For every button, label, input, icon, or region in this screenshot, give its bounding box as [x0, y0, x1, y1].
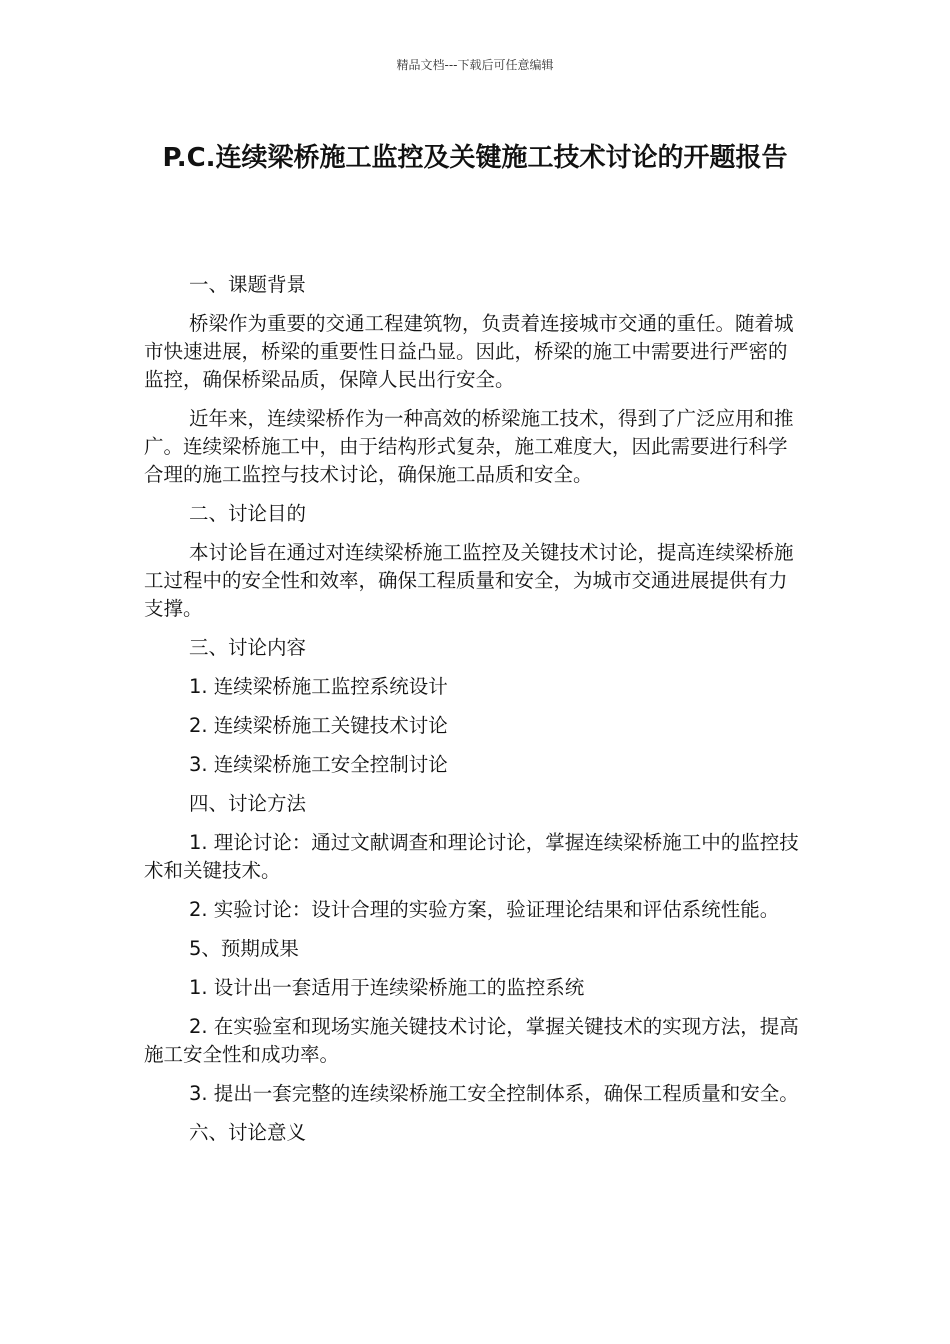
section-heading-content: 三、讨论内容	[189, 636, 307, 659]
paragraph-background-1: 桥梁作为重要的交通工程建筑物，负责着连接城市交通的重任。随着城市快速进展，桥梁的重要性日益凸显。因此，桥梁的施工中需要进行严密的监控，确保桥梁品质，保障人民出行安全。	[144, 312, 794, 391]
document-body	[144, 271, 806, 1158]
list-item-methods-1: 1. 理论讨论：通过文献调查和理论讨论，掌握连续梁桥施工中的监控技术和关键技术。	[144, 831, 799, 882]
paragraph-background-2: 近年来，连续梁桥作为一种高效的桥梁施工技术，得到了广泛应用和推广。连续梁桥施工中，由于结构形式复杂，施工难度大，因此需要进行科学合理的施工监控与技术讨论，确保施工品质和安全。	[144, 407, 794, 486]
list-item-content-3: 3. 连续梁桥施工安全控制讨论	[189, 753, 448, 776]
section-heading-significance: 六、讨论意义	[189, 1121, 307, 1144]
page-header: 精品文档---下载后可任意编辑	[396, 58, 554, 72]
list-item-outcomes-1: 1. 设计出一套适用于连续梁桥施工的监控系统	[189, 976, 585, 999]
list-item-methods-2: 2. 实验讨论：设计合理的实验方案，验证理论结果和评估系统性能。	[189, 898, 780, 921]
list-item-content-1: 1. 连续梁桥施工监控系统设计	[189, 675, 448, 698]
list-item-outcomes-2: 2. 在实验室和现场实施关键技术讨论，掌握关键技术的实现方法，提高施工安全性和成功率。	[144, 1015, 799, 1066]
section-heading-background: 一、课题背景	[189, 273, 307, 296]
section-heading-methods: 四、讨论方法	[189, 792, 307, 815]
document-title: P.C.连续梁桥施工监控及关键施工技术讨论的开题报告	[162, 143, 788, 173]
section-heading-purpose: 二、讨论目的	[189, 502, 307, 525]
paragraph-purpose: 本讨论旨在通过对连续梁桥施工监控及关键技术讨论，提高连续梁桥施工过程中的安全性和效率，确保工程质量和安全，为城市交通进展提供有力支撑。	[144, 541, 794, 620]
list-item-outcomes-3: 3. 提出一套完整的连续梁桥施工安全控制体系，确保工程质量和安全。	[189, 1082, 799, 1105]
section-heading-outcomes: 5、预期成果	[189, 937, 299, 960]
list-item-content-2: 2. 连续梁桥施工关键技术讨论	[189, 714, 448, 737]
